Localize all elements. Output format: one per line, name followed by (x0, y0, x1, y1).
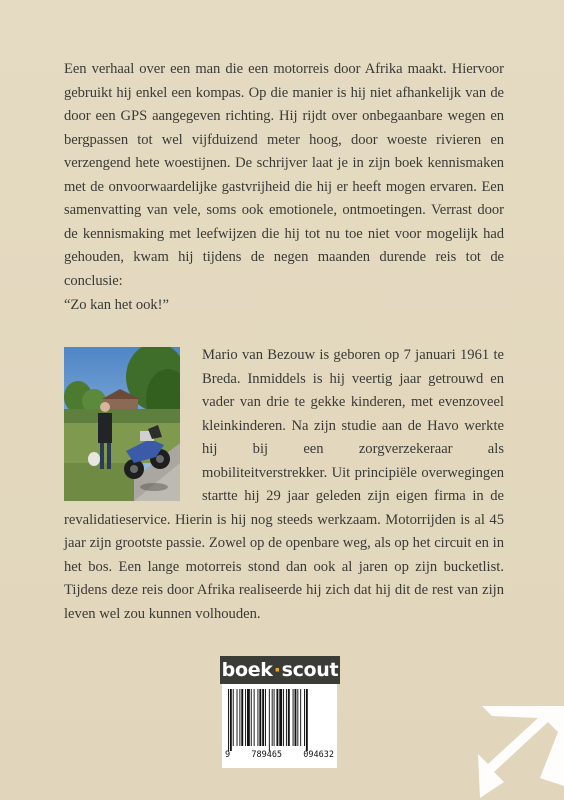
barcode-bar (293, 689, 294, 746)
logo-dot: · (273, 659, 281, 681)
corner-arrow-icon (478, 706, 564, 800)
isbn-number (222, 750, 337, 764)
barcode-bar (233, 689, 234, 746)
barcode-bar (306, 689, 308, 751)
barcode-bar (228, 689, 229, 751)
barcode-bar (286, 689, 287, 746)
barcode-bar (265, 689, 266, 746)
barcode-bar (304, 689, 305, 746)
barcode-bar (259, 689, 261, 746)
blurb-paragraph: Een verhaal over een man die een motorreis door Afrika maakt. Hiervoor gebruikt hij enkel een kompas. Op die manier is hij niet afhankelijk van de door een GPS aangegeven richting. Hij rijdt over onbegaanbare wegen en bergpassen tot wel vijfduizend meter hoog, door woeste rivieren en verzengend hete woestijnen. De schrijver laat je in zijn boek kennismaken met de onvoorwaardelijke gastvrijheid die hij er heeft mogen ervaren. Een samenvatting van vele, soms ook emotionele, ontmoetingen. Verrast door de kennismaking met leefwijzen die hij tot nu toe niet voor mogelijk had gehouden, kwam hij tijdens de negen maanden durende reis tot de conclusie: (64, 61, 504, 289)
barcode-bar (262, 689, 264, 746)
boekscout-logo (220, 656, 340, 684)
barcode-bar (239, 689, 240, 746)
barcode-bar (245, 689, 246, 746)
barcode-bar (251, 689, 252, 746)
barcode-bar (272, 689, 273, 746)
isbn-digit-1: 9 (225, 750, 231, 760)
barcode-bar (230, 689, 232, 751)
author-photo (64, 347, 180, 501)
blurb-text (64, 58, 504, 318)
barcode-bar (241, 689, 243, 746)
barcode-bar (247, 689, 250, 746)
isbn-barcode (222, 684, 337, 768)
barcode-bar (237, 689, 238, 746)
barcode-bar (257, 689, 258, 746)
barcode-bar (295, 689, 297, 746)
barcode-bar (283, 689, 284, 746)
blurb-quote: “Zo kan het ook!” (64, 297, 169, 313)
isbn-group-2: 094632 (303, 750, 334, 760)
logo-word-scout: scout (281, 659, 339, 681)
bio-text: Mario van Bezouw is geboren op 7 januari 1961 te Breda. Inmiddels is hij veertig jaar getrouwd en vader van drie te gekke kinderen, met evenzoveel kleinkinderen. Na zijn studie aan de Havo werkte hij bij een zorgverzekeraar als mobiliteitverstrekker. Uit principiële overwegingen startte hij 29 jaar geleden zijn eigen firma in de revalidatieservice. Hierin is hij nog steeds werkzaam. Motorrijden is al 45 jaar zijn grootste passie. Zowel op de openbare weg, als op het circuit en in het bos. Een lange motorreis stond dan ook al jaren op zijn bucketlist. Tijdens deze reis door Afrika realiseerde hij zich dat hij dit de rest van zijn leven wel zou kunnen volhouden. (64, 347, 504, 622)
isbn-group-1: 789465 (251, 750, 283, 760)
barcode-bar (279, 689, 282, 746)
barcode-bars (228, 689, 331, 751)
barcode-bar (269, 689, 270, 751)
barcode-bar (300, 689, 301, 746)
logo-word-boek: boek (221, 659, 273, 681)
barcode-bar (297, 689, 298, 746)
barcode-bar (274, 689, 275, 746)
barcode-bar (276, 689, 278, 746)
barcode-bar (288, 689, 290, 746)
barcode-bar (254, 689, 255, 746)
